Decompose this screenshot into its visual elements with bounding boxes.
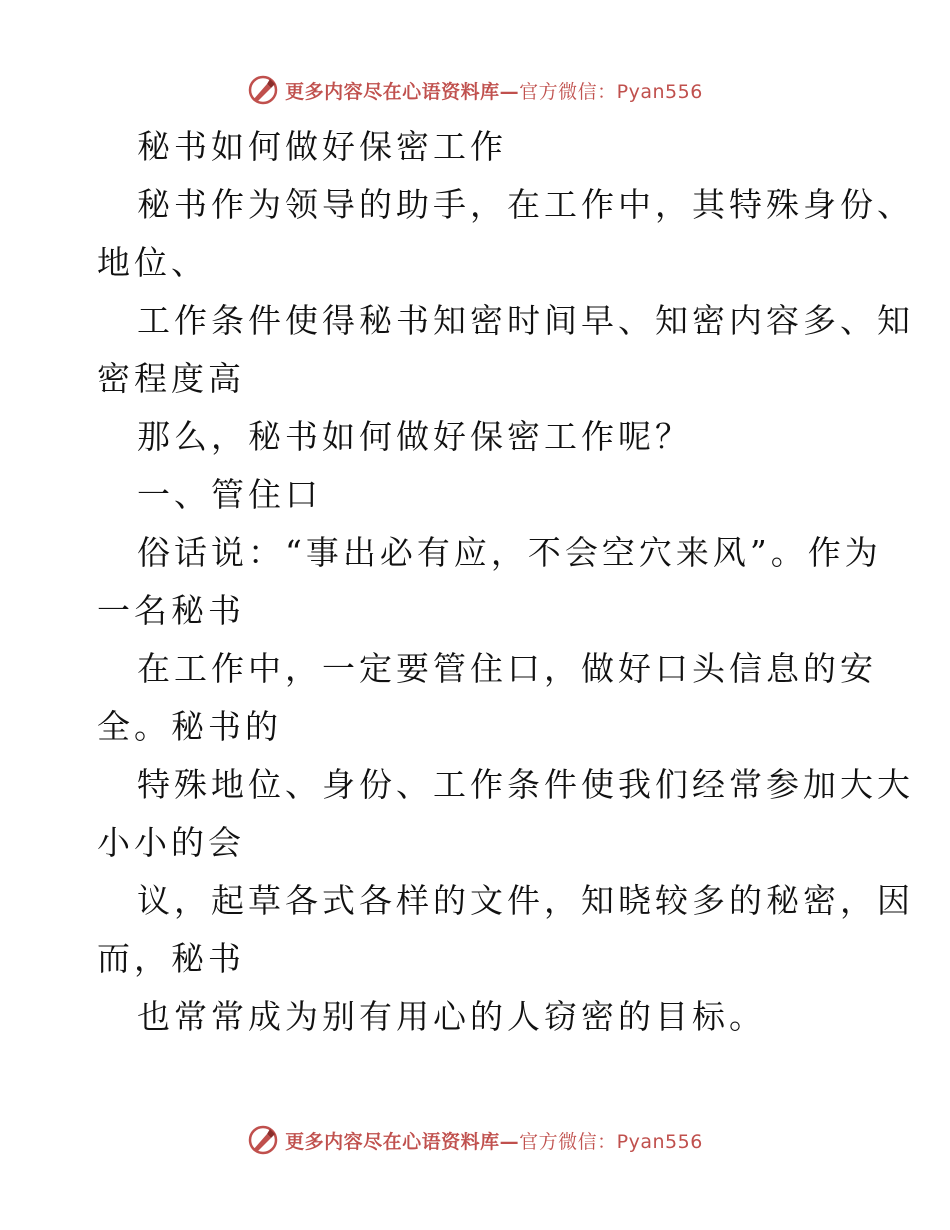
paragraph-line: 特殊地位、身份、工作条件使我们经常参加大大	[137, 765, 914, 804]
paragraph-line: 全。秘书的	[97, 707, 282, 746]
paragraph-line: 那么，秘书如何做好保密工作呢？	[137, 417, 692, 456]
paragraph-line: 在工作中，一定要管住口，做好口头信息的安	[137, 649, 877, 688]
pen-logo-icon	[247, 74, 279, 106]
header-banner-wechat: 官方微信：Pyan556	[519, 80, 703, 103]
paragraph-line: 一名秘书	[97, 591, 245, 630]
paragraph-line: 密程度高	[97, 359, 245, 398]
paragraph-line: 工作条件使得秘书知密时间早、知密内容多、知	[137, 301, 914, 340]
section-heading: 一、管住口	[137, 475, 322, 514]
pen-logo-icon	[247, 1124, 279, 1156]
footer-banner-text	[285, 1127, 703, 1154]
paragraph-line: 地位、	[97, 243, 208, 282]
footer-banner-title: 更多内容尽在心语资料库—	[285, 1130, 520, 1153]
header-banner-text	[285, 77, 703, 104]
document-title: 秘书如何做好保密工作	[137, 127, 507, 166]
document-body	[97, 118, 914, 1046]
paragraph-line: 而，秘书	[97, 939, 245, 978]
header-banner-title: 更多内容尽在心语资料库—	[285, 80, 520, 103]
footer-banner	[0, 1120, 950, 1160]
paragraph-line: 也常常成为别有用心的人窃密的目标。	[137, 997, 766, 1036]
footer-banner-wechat: 官方微信：Pyan556	[519, 1130, 703, 1153]
paragraph-line: 小小的会	[97, 823, 245, 862]
paragraph-line: 议，起草各式各样的文件，知晓较多的秘密，因	[137, 881, 914, 920]
header-banner	[0, 70, 950, 110]
paragraph-line: 秘书作为领导的助手，在工作中，其特殊身份、	[137, 185, 914, 224]
paragraph-line: 俗话说：“事出必有应，不会空穴来风”。作为	[137, 533, 882, 572]
